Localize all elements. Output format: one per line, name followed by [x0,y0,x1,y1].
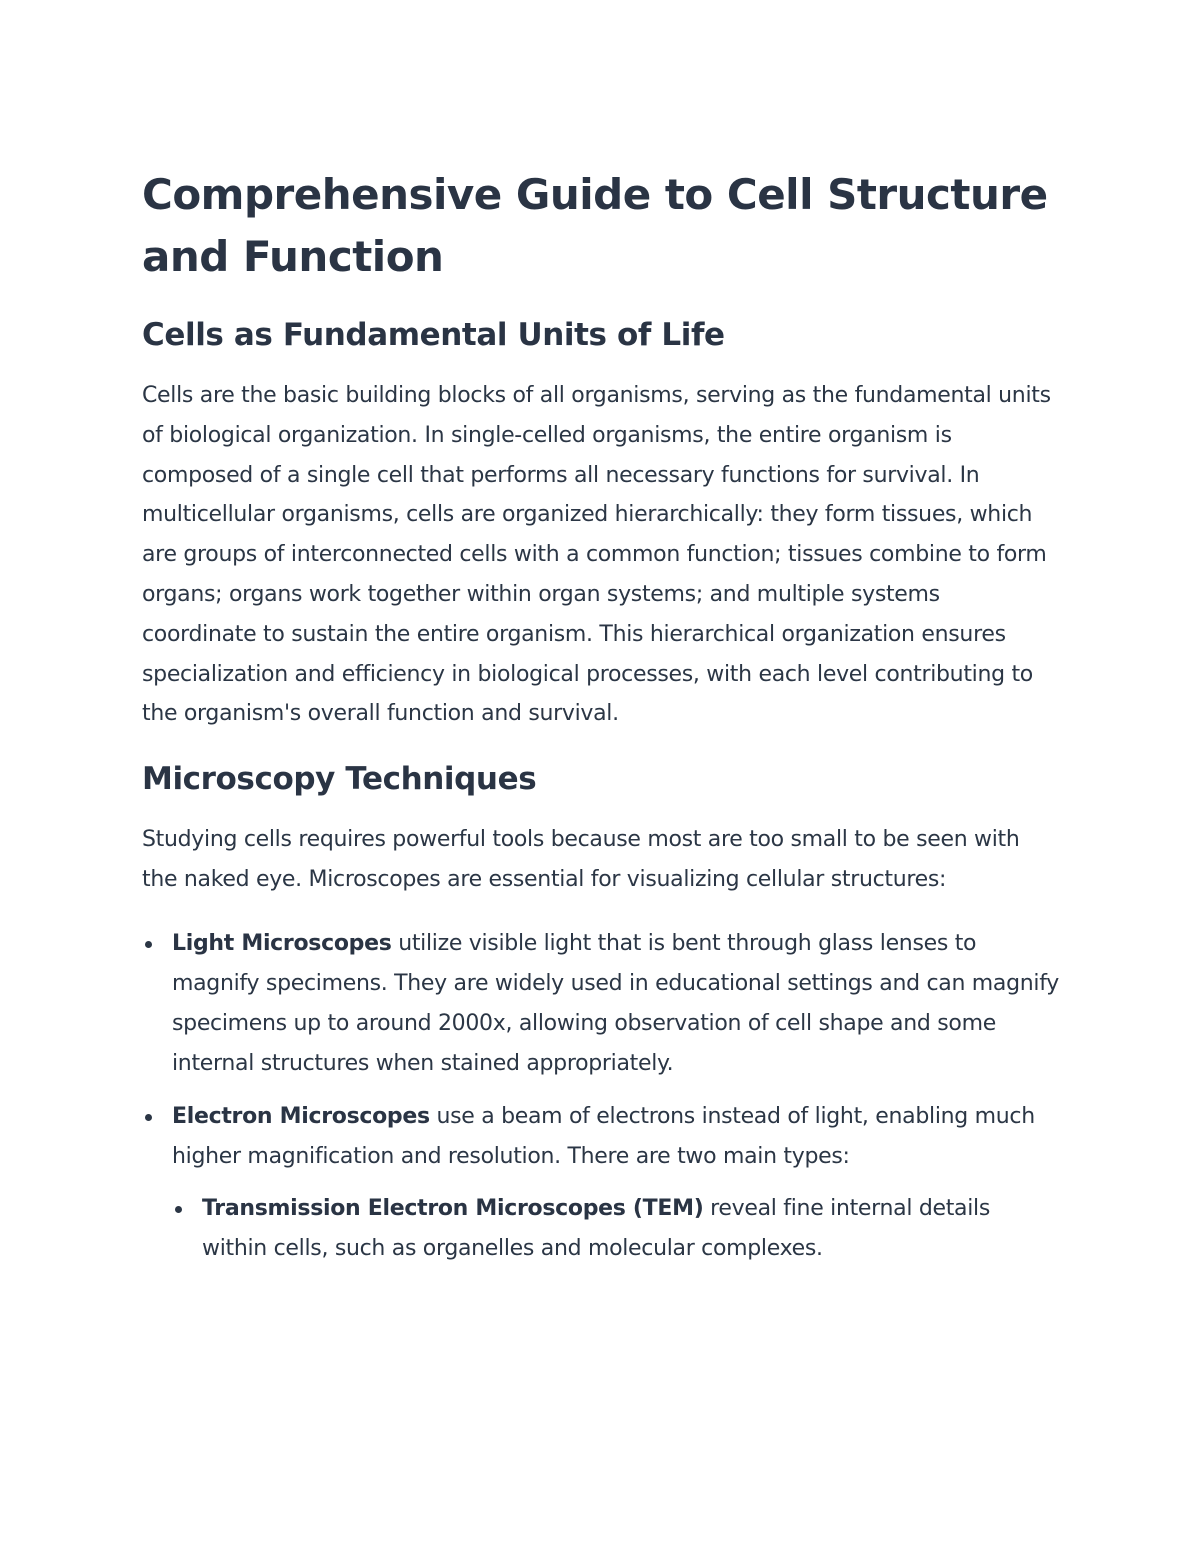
section-microscopy-techniques [142,758,1060,1269]
list-item-term: Light Microscopes [172,930,392,956]
microscope-list [142,924,1060,1270]
list-item-text: utilize visible light that is bent through glass lenses to magnify specimens. They are widely used in educational settings and can magnify specimens up to around 2000x, allowing observation of cell shape and some internal structures when stained appropriately. [172,930,1059,1077]
document-title: Comprehensive Guide to Cell Structure and Function [142,170,1048,281]
list-item-tem [172,1189,1060,1269]
list-item-text: use a beam of electrons instead of light, enabling much higher magnification and resolution. There are two main types: [172,1103,1035,1169]
section-paragraph: Cells are the basic building blocks of all organisms, serving as the fundamental units of biological organization. In single-celled organisms, the entire organism is composed of a single cell that performs all necessary functions for survival. In multicellular organisms, cells are organized hierarchically: they form tissues, which are groups of interconnected cells with a common function; tissues combine to form organs; organs work together within organ systems; and multiple systems coordinate to sustain the entire organism. This hierarchical organization ensures specialization and efficiency in biological processes, with each level contributing to the organism's overall function and survival. [142,383,1051,727]
section-intro: Studying cells requires powerful tools because most are too small to be seen with the naked eye. Microscopes are essential for visualizing cellular structures: [142,827,1020,892]
list-item-light-microscopes [142,924,1060,1085]
list-item-term: Transmission Electron Microscopes (TEM) [202,1195,704,1221]
section-heading: Microscopy Techniques [142,761,537,798]
electron-microscope-types-list [172,1189,1060,1269]
list-item-term: Electron Microscopes [172,1103,430,1129]
list-item-text: reveal fine internal details within cells, such as organelles and molecular complexes. [202,1195,991,1262]
list-item-electron-microscopes [142,1097,1060,1270]
section-cells-fundamental-units [142,314,1060,734]
section-heading: Cells as Fundamental Units of Life [142,317,725,353]
